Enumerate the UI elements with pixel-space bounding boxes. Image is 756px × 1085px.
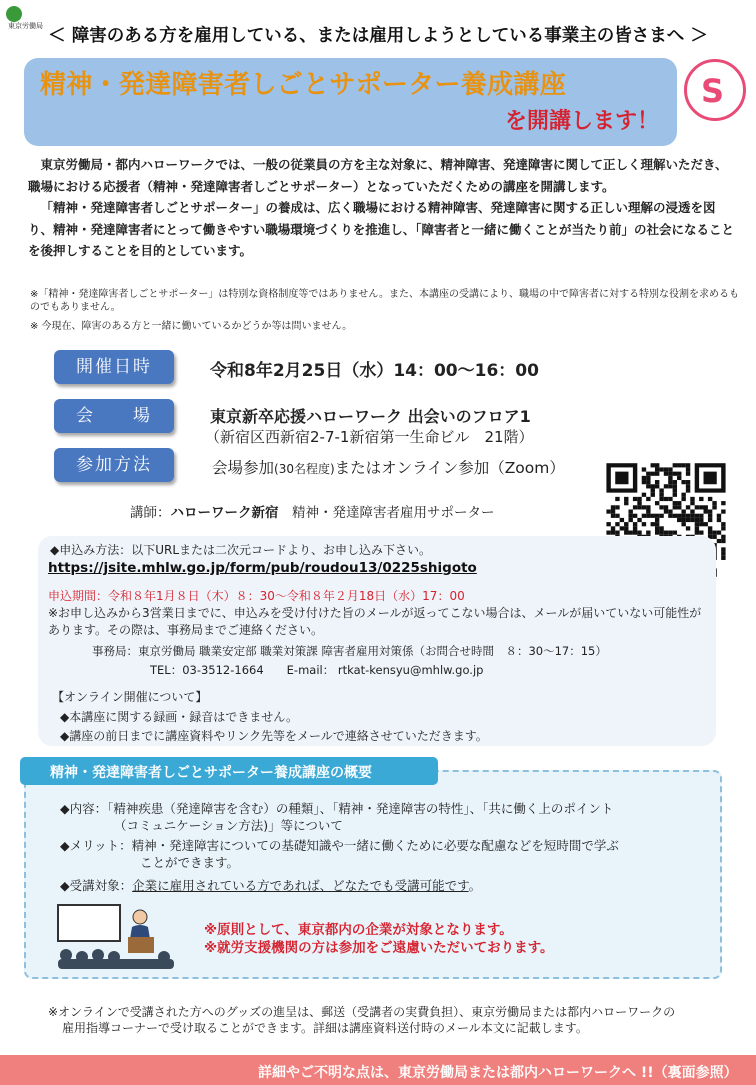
overview-merit <box>60 837 700 871</box>
intro-text <box>28 154 738 262</box>
office-contact: 事務局：東京労働局 職業安定部 職業対策課 障害者雇用対策係（お問合せ時間 ８：30～17：15） <box>92 644 607 658</box>
warning-2: ※就労支援機関の方は参加をご遠慮いただいております。 <box>204 940 554 956</box>
note-1: ※「精神・発達障害者しごとサポーター」は特別な資格制度等ではありません。また、本講座の受講により、職場の中で障害者に対する特別な役割を求めるものでもありません。 <box>30 289 739 313</box>
method-online: またはオンライン参加（Zoom） <box>334 459 565 477</box>
overview-merit-line-1: ◆メリット：精神・発達障害についての基礎知識や一緒に働くために必要な配慮などを短時間で学ぶ <box>60 838 619 853</box>
footer-text: 詳細やご不明な点は、東京労働局または都内ハローワークへ !!（裏面参照） <box>258 1065 738 1081</box>
online-note-2: ◆講座の前日までに講座資料やリンク先等をメールで連絡させていただきます。 <box>60 729 488 743</box>
page-title: 精神・発達障害者しごとサポーター養成講座 <box>40 70 567 100</box>
lecturer-role: 精神・発達障害者雇用サポーター <box>278 505 495 521</box>
footnote-line-1: ※オンラインで受講された方へのグッズの進呈は、郵送（受講者の実費負担）、東京労働局または都内ハローワークの <box>48 1005 676 1019</box>
lecture-illustration-icon <box>56 903 176 969</box>
logo-mark <box>6 6 22 22</box>
apply-note: ※お申し込みから3営業日までに、申込みを受け付けた旨のメールが返ってこない場合は、メールが届いていない可能性があります。その際は、事務局までご連絡ください。 <box>48 606 702 637</box>
method-capacity: (30名程度) <box>274 462 335 476</box>
date-label: 開催日時 <box>54 350 174 384</box>
overview-title: 精神・発達障害者しごとサポーター養成講座の概要 <box>50 765 372 781</box>
lecturer-org: ハローワーク新宿 <box>170 505 279 521</box>
footnote-line-2: 雇用指導コーナーで受け取ることができます。詳細は講座資料送付時のメール本文に記載します。 <box>62 1021 588 1035</box>
overview-merit-line-2: ことができます。 <box>140 855 240 870</box>
overview-content <box>60 800 700 834</box>
page-subtitle: を開講します！ <box>505 109 660 134</box>
method-venue: 会場参加 <box>212 459 275 477</box>
date-value: 令和8年2月25日（水）14：00～16：00 <box>210 361 539 381</box>
method-value <box>212 456 565 478</box>
lecturer <box>130 501 495 521</box>
online-heading: 【オンライン開催について】 <box>52 690 208 704</box>
venue-address: （新宿区西新宿2-7-1新宿第一生命ビル 21階） <box>205 428 534 446</box>
target-value: 企業に雇用されている方であれば、どなたでも受講可能です <box>132 878 469 893</box>
footnote <box>48 1004 728 1036</box>
notes <box>30 288 740 339</box>
logo-text: 東京労働局 <box>8 22 43 30</box>
venue-name: 東京新卒応援ハローワーク 出会いのフロア1 <box>210 407 531 426</box>
apply-url-link[interactable]: https://jsite.mhlw.go.jp/form/pub/roudou13/0225shigoto <box>48 560 477 576</box>
supporter-badge-icon <box>684 59 746 121</box>
overview-target <box>60 876 481 894</box>
badge-mark: S <box>701 72 725 110</box>
intro-paragraph-2: 「精神・発達障害者しごとサポーター」の養成は、広く職場における精神障害、発達障害に関する正しい理解の浸透を図り、精神・発達障害者にとって働きやすい職場環境づくりを推進し、「障害者と一緒に働くことが当たり前」の社会になることを後押しすることを目的としています。 <box>28 200 735 258</box>
warning-1: ※原則として、東京都内の企業が対象となります。 <box>204 922 513 938</box>
tel-email: TEL：03-3512-1664 E-mail： rtkat-kensyu@mhlw.go.jp <box>150 663 484 677</box>
apply-period: 申込期間：令和８年1月８日（木）８：30～令和８年２月18日（水）17：00 <box>48 589 465 603</box>
intro-paragraph-1: 東京労働局・都内ハローワークでは、一般の従業員の方を主な対象に、精神障害、発達障害に関して正しく理解いただき、職場における応援者（精神・発達障害者しごとサポーター）となっていただくための講座を開講します。 <box>28 157 728 194</box>
lecturer-prefix: 講師： <box>130 505 171 521</box>
overview-content-line-2: （コミュニケーション方法)」等について <box>114 818 343 833</box>
target-suffix: 。 <box>468 878 482 893</box>
method-label: 参加方法 <box>54 448 174 482</box>
online-note-1: ◆本講座に関する録画・録音はできません。 <box>60 710 298 724</box>
venue-label: 会 場 <box>54 399 174 433</box>
note-2: ※ 今現在、障害のある方と一緒に働いているかどうか等は問いません。 <box>30 321 353 332</box>
overview-content-line-1: ◆内容：「精神疾患（発達障害を含む）の種類」、「精神・発達障害の特性」、「共に働く上のポイント <box>60 801 614 816</box>
tagline: ＜ 障害のある方を雇用している、または雇用しようとしている事業主の皆さまへ ＞ <box>48 26 708 46</box>
target-prefix: ◆受講対象： <box>60 878 133 893</box>
apply-method: ◆申込み方法：以下URLまたは二次元コードより、お申し込み下さい。 <box>50 543 432 557</box>
